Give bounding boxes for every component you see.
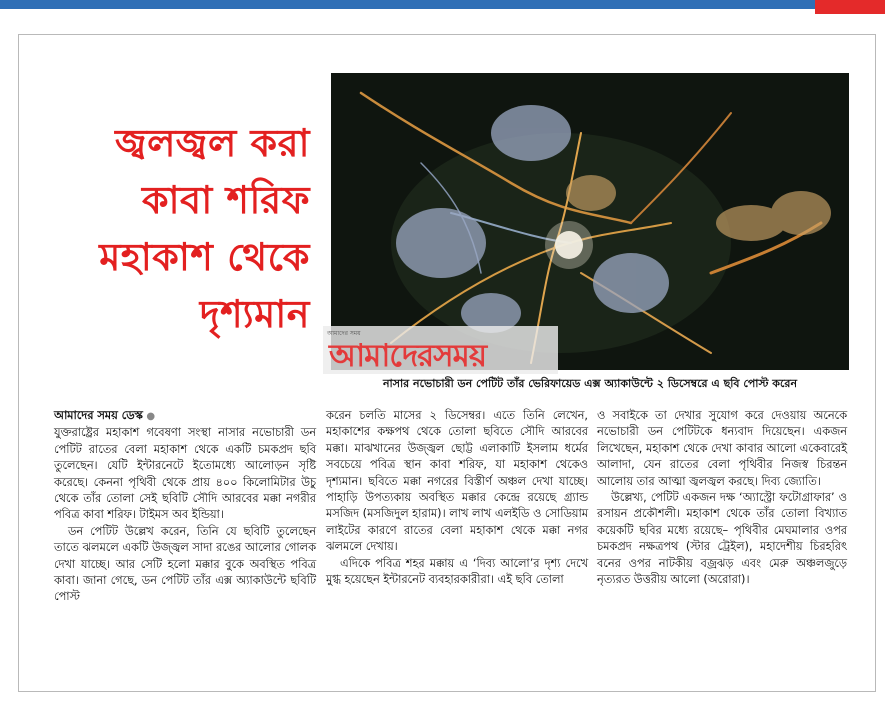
watermark-logo-text: আমাদেরসময় [329, 338, 487, 374]
article-column-1 [54, 408, 316, 606]
paragraph: যুক্তরাষ্ট্রের মহাকাশ গবেষণা সংস্থা নাসার নভোচারী ডন পেটিট রাতের বেলা মহাকাশ থেকে একটি চমকপ্রদ ছবি তুলেছেন। যেটি ইন্টারনেটে ইতোমধ্যে আলোড়ন সৃষ্টি করেছে। কেননা পৃথিবী থেকে প্রায় ৪০০ কিলোমিটার উচু থেকে তাঁর তোলা সেই ছবিটি সৌদি আরবের মক্কা নগরীর পবিত্র কাবা শরিফ। টাইমস অব ইন্ডিয়া। [54, 426, 316, 522]
headline-line: কাবা শরিফ [141, 178, 310, 222]
top-color-bar [0, 0, 815, 9]
newspaper-watermark [323, 326, 558, 374]
headline-line: জ্বলজ্বল করা [115, 121, 310, 165]
paragraph: উল্লেখ্য, পেটিট একজন দক্ষ ‘অ্যাস্ট্রো ফটোগ্রাফার’ ও রসায়ন প্রকৌশলী। মহাকাশ থেকে তাঁর তোলা বিখ্যাত কয়েকটি ছবির মধ্যে রয়েছে– পৃথিবীর মেঘমালার ওপর চমকপ্রদ নক্ষত্রপথ (স্টার ট্রেইল), মহাদেশীয় চিরহরিৎ বনের ওপর নাটকীয় বজ্রঝড় এবং মেরু অঞ্চলজুড়ে নৃত্যরত উত্তরীয় আলো (অরোরা)। [597, 491, 847, 587]
headline [30, 115, 310, 343]
article-column-3 [597, 408, 847, 588]
bullet-dot-icon: ● [146, 411, 156, 422]
paragraph: করেন চলতি মাসের ২ ডিসেম্বর। এতে তিনি লেখেন, মহাকাশের কক্ষপথ থেকে তোলা ছবিতে সৌদি আরবের মক্কা। মাঝখানের উজ্জ্বল ছোট্ট এলাকাটি ইসলাম ধর্মের সবচেয়ে পবিত্র স্থান কাবা শরিফ, যা মহাকাশ থেকেও দৃশ্যমান। ছবিতে মক্কা নগরের বিস্তীর্ণ অঞ্চল দেখা যাচ্ছে। পাহাড়ি উপত্যকায় অবস্থিত মক্কার কেন্দ্রে রয়েছে গ্র্যান্ড মসজিদ (মসজিদুল হারাম)। লাখ লাখ এলইডি ও সোডিয়াম লাইটের কারণে রাতের বেলা মহাকাশ থেকে মক্কা নগর ঝলমলে দেখায়। [326, 409, 588, 554]
headline-line: দৃশ্যমান [199, 292, 310, 336]
byline: আমাদের সময় ডেস্ক [54, 409, 143, 422]
article-column-2 [326, 408, 588, 588]
paragraph: ডন পেটিট উল্লেখ করেন, তিনি যে ছবিটি তুলেছেন তাতে ঝলমলে একটি উজ্জ্বল সাদা রঙের আলোর গোলক দেখা যাচ্ছে। আর সেটি হলো মক্কার বুকে অবস্থিত পবিত্র কাবা। জানা গেছে, ডন পেটিট তাঁর এক্স অ্যাকাউন্টে ছবিটি পোস্ট [54, 524, 316, 604]
watermark-small-text: আমাদের সময় [327, 330, 361, 337]
photo-caption: নাসার নভোচারী ডন পেটিট তাঁর ভেরিফায়েড এক্স অ্যাকাউন্টে ২ ডিসেম্বরে এ ছবি পোস্ট করেন [382, 377, 798, 390]
headline-line: মহাকাশ থেকে [99, 235, 310, 279]
paragraph: ও সবাইকে তা দেখার সুযোগ করে দেওয়ায় অনেকে নভোচারী ডন পেটিটকে ধন্যবাদ দিয়েছেন। একজন লিখেছেন, মহাকাশ থেকে দেখা কাবার আলো একেবারেই আলাদা, যেন রাতের বেলা পৃথিবীর নিজস্ব চিরন্তন আলোয় তার আত্মা জ্বলজ্বল করছে। দিব্য জ্যোতি। [597, 409, 847, 488]
paragraph: এদিকে পবিত্র শহর মক্কায় এ ‘দিব্য আলো’র দৃশ্য দেখে মুগ্ধ হয়েছেন ইন্টারনেট ব্যবহারকারীরা। এই ছবি তোলা [326, 556, 588, 587]
top-accent-block [815, 0, 885, 14]
